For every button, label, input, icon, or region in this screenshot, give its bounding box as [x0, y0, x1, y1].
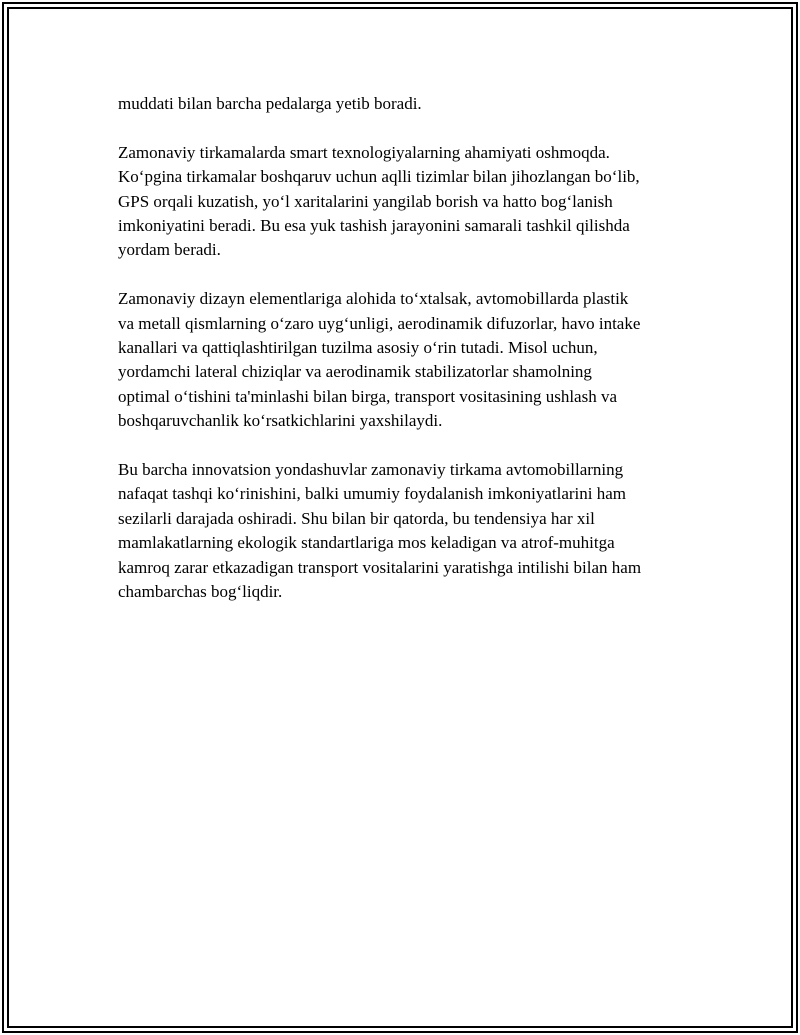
text-line: sezilarli darajada oshiradi. Shu bilan bir qatorda, bu tendensiya har xil — [118, 508, 595, 528]
text-line: muddati bilan barcha pedalarga yetib boradi. — [118, 94, 422, 113]
text-line: Ko‘pgina tirkamalar boshqaruv uchun aqlli tizimlar bilan jihozlangan bo‘lib, — [118, 167, 640, 187]
text-line: GPS orqali kuzatish, yo‘l xaritalarini yangilab borish va hatto bog‘lanish — [118, 191, 613, 211]
text-line: Bu barcha innovatsion yondashuvlar zamonaviy tirkama avtomobillarning — [118, 460, 624, 480]
text-line: imkoniyatini beradi. Bu esa yuk tashish jarayonini samarali tashkil qilishda — [118, 216, 630, 236]
text-line: kanallari va qattiqlashtirilgan tuzilma asosiy o‘rin tutadi. Misol uchun, — [118, 338, 598, 358]
text-line: mamlakatlarning ekologik standartlariga mos keladigan va atrof-muhitga — [118, 533, 615, 553]
document-body — [118, 92, 708, 629]
text-line: va metall qismlarning o‘zaro uyg‘unligi, aerodinamik difuzorlar, havo intake — [118, 313, 641, 333]
paragraph-4 — [118, 458, 708, 604]
text-line: yordam beradi. — [118, 240, 221, 260]
text-line: chambarchas bog‘liqdir. — [118, 582, 283, 602]
text-line: boshqaruvchanlik ko‘rsatkichlarini yaxshilaydi. — [118, 411, 443, 431]
paragraph-1 — [118, 92, 708, 116]
text-line: optimal o‘tishini ta'minlashi bilan birga, transport vositasining ushlash va — [118, 386, 618, 406]
text-line: yordamchi lateral chiziqlar va aerodinamik stabilizatorlar shamolning — [118, 362, 592, 382]
paragraph-3 — [118, 287, 708, 433]
text-line: Zamonaviy tirkamalarda smart texnologiyalarning ahamiyati oshmoqda. — [118, 142, 610, 162]
text-line: nafaqat tashqi ko‘rinishini, balki umumiy foydalanish imkoniyatlarini ham — [118, 484, 627, 504]
text-line: Zamonaviy dizayn elementlariga alohida to‘xtalsak, avtomobillarda plastik — [118, 289, 629, 309]
text-line: kamroq zarar etkazadigan transport vositalarini yaratishga intilishi bilan ham — [118, 557, 642, 577]
paragraph-2 — [118, 141, 708, 263]
